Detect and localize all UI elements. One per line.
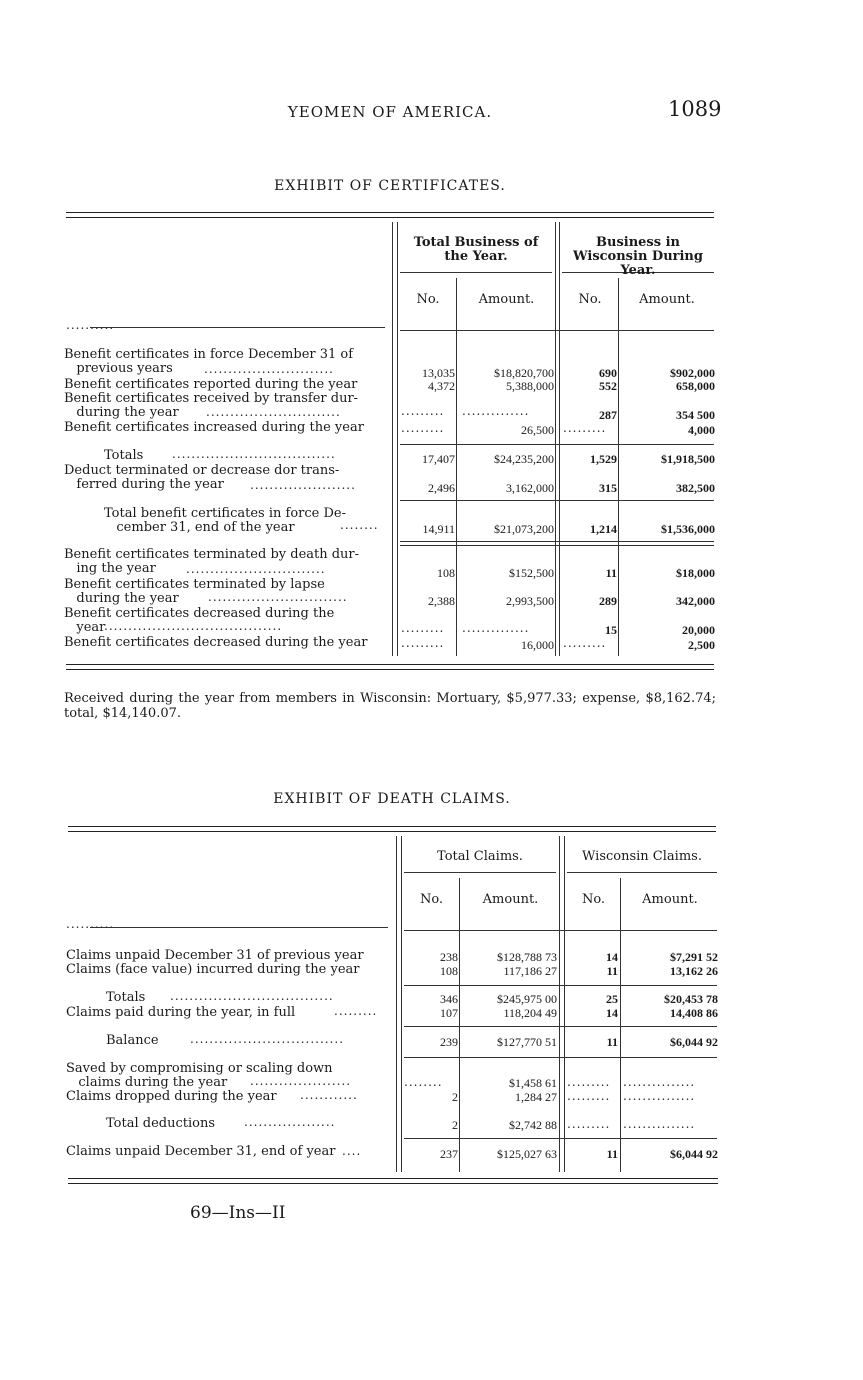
col-no: No.: [419, 892, 444, 907]
total-business-header: Total Business of the Year.: [413, 235, 539, 264]
cell-total-no: 107: [440, 1006, 458, 1020]
received-note: Received during the year from members in Wisconsin: Mortuary, $5,977.33; expense, $8,162.74; total, $14,140.07.: [64, 691, 716, 721]
col-amount: Amount.: [642, 892, 698, 907]
certificates-title: EXHIBIT OF CERTIFICATES.: [274, 178, 506, 194]
row-label: Claims paid during the year, in full: [66, 1005, 296, 1020]
death-claims-title: EXHIBIT OF DEATH CLAIMS.: [273, 791, 511, 807]
row-label: Benefit certificates in force December 31 of previous years: [64, 347, 354, 376]
cell-wis-no: 1,214: [590, 522, 617, 536]
row-label: Balance: [106, 1033, 159, 1048]
row-label: Total benefit certificates in force De- cember 31, end of the year: [104, 506, 346, 535]
cell-total-no: 13,035: [422, 366, 455, 380]
cell-wis-no: 11: [606, 1147, 618, 1161]
cell-total-no: 238: [440, 950, 458, 964]
running-header: YEOMEN OF AMERICA.: [287, 103, 493, 121]
cell-wis-amount: $7,291 52: [670, 950, 718, 964]
cell-total-no: 17,407: [422, 452, 455, 466]
cell-wis-amount: $6,044 92: [670, 1147, 718, 1161]
cell-total-amount: 16,000: [521, 638, 554, 652]
cell-wis-no: 552: [599, 379, 617, 393]
wisconsin-claims-header: Wisconsin Claims.: [582, 849, 702, 864]
wisconsin-business-header: Business in Wisconsin During Year.: [573, 235, 703, 278]
cell-wis-amount: $20,453 78: [664, 992, 718, 1006]
cell-wis-amount: 2,500: [688, 638, 715, 652]
row-label: Benefit certificates decreased during the year: [64, 635, 368, 650]
cell-wis-no: 14: [606, 1006, 618, 1020]
cell-total-amount: $1,458 61: [509, 1076, 557, 1090]
cell-wis-no: 11: [606, 1035, 618, 1049]
cell-wis-amount: 14,408 86: [670, 1006, 718, 1020]
cell-total-amount: 3,162,000: [506, 481, 554, 495]
cell-total-no: 2: [452, 1118, 458, 1132]
cell-wis-no: 14: [606, 950, 618, 964]
col-no: No.: [581, 892, 606, 907]
cell-wis-amount: 354 500: [676, 408, 715, 422]
cell-total-amount: 117,186 27: [503, 964, 557, 978]
row-label: Totals: [104, 448, 144, 463]
signature-mark: 69—Ins—II: [190, 1203, 286, 1223]
col-no: No.: [416, 292, 440, 307]
cell-total-amount: $125,027 63: [497, 1147, 557, 1161]
cell-wis-amount: $902,000: [670, 366, 715, 380]
cell-wis-amount: $18,000: [676, 566, 715, 580]
cell-total-no: 108: [440, 964, 458, 978]
cell-total-no: 237: [440, 1147, 458, 1161]
cell-wis-no: 1,529: [590, 452, 617, 466]
cell-wis-no: 15: [605, 623, 617, 637]
cell-total-no: 239: [440, 1035, 458, 1049]
row-label: Total deductions: [106, 1116, 215, 1131]
row-label: Totals: [106, 990, 146, 1005]
cell-total-amount: $127,770 51: [497, 1035, 557, 1049]
cell-total-amount: 1,284 27: [515, 1090, 557, 1104]
row-label: Benefit certificates terminated by death dur- ing the year: [64, 547, 360, 576]
cell-total-amount: 26,500: [521, 423, 554, 437]
cell-total-amount: $24,235,200: [494, 452, 554, 466]
cell-total-amount: 5,388,000: [506, 379, 554, 393]
cell-wis-amount: 20,000: [682, 623, 715, 637]
row-label: Benefit certificates received by transfer dur- during the year: [64, 391, 359, 420]
cell-total-amount: $2,742 88: [509, 1118, 557, 1132]
col-no: No.: [578, 292, 602, 307]
cell-total-no: 14,911: [422, 522, 455, 536]
cell-total-no: 346: [440, 992, 458, 1006]
total-claims-header: Total Claims.: [437, 849, 523, 864]
cell-total-amount: $152,500: [509, 566, 554, 580]
row-label: Benefit certificates increased during the year: [64, 420, 364, 435]
page-number: 1089: [668, 97, 722, 121]
cell-wis-amount: $6,044 92: [670, 1035, 718, 1049]
cell-total-amount: $245,975 00: [497, 992, 557, 1006]
cell-wis-amount: 13,162 26: [670, 964, 718, 978]
row-label: Claims (face value) incurred during the year: [66, 962, 360, 977]
cell-total-amount: 118,204 49: [503, 1006, 557, 1020]
cell-wis-amount: $1,536,000: [661, 522, 715, 536]
cell-wis-amount: 382,500: [676, 481, 715, 495]
cell-wis-no: 11: [605, 566, 617, 580]
cell-wis-no: 25: [606, 992, 618, 1006]
cell-wis-no: 315: [599, 481, 617, 495]
row-label: Benefit certificates terminated by lapse during the year: [64, 577, 325, 606]
cell-wis-amount: $1,918,500: [661, 452, 715, 466]
row-label: Benefit certificates reported during the year: [64, 377, 358, 392]
cell-total-amount: $21,073,200: [494, 522, 554, 536]
cell-wis-amount: 658,000: [676, 379, 715, 393]
row-label: Benefit certificates decreased during the year: [64, 606, 335, 635]
col-amount: Amount.: [482, 892, 539, 907]
cell-wis-no: 287: [599, 408, 617, 422]
row-label: Saved by compromising or scaling down claims during the year: [66, 1061, 333, 1090]
cell-total-no: 2,496: [428, 481, 455, 495]
cell-total-amount: 2,993,500: [506, 594, 554, 608]
cell-total-no: 108: [437, 566, 455, 580]
row-label: Claims unpaid December 31 of previous year: [66, 948, 364, 963]
cell-total-amount: $128,788 73: [497, 950, 557, 964]
cell-wis-no: 11: [606, 964, 618, 978]
cell-wis-amount: 342,000: [676, 594, 715, 608]
cell-total-amount: $18,820,700: [494, 366, 554, 380]
row-label: Claims unpaid December 31, end of year: [66, 1144, 336, 1159]
col-amount: Amount.: [639, 292, 695, 307]
row-label: Deduct terminated or decrease dor trans- ferred during the year: [64, 463, 340, 492]
cell-total-no: 2,388: [428, 594, 455, 608]
cell-total-no: 4,372: [428, 379, 455, 393]
cell-wis-no: 690: [599, 366, 617, 380]
cell-wis-amount: 4,000: [688, 423, 715, 437]
cell-total-no: 2: [452, 1090, 458, 1104]
col-amount: Amount.: [478, 292, 535, 307]
cell-wis-no: 289: [599, 594, 617, 608]
row-label: Claims dropped during the year: [66, 1089, 277, 1104]
